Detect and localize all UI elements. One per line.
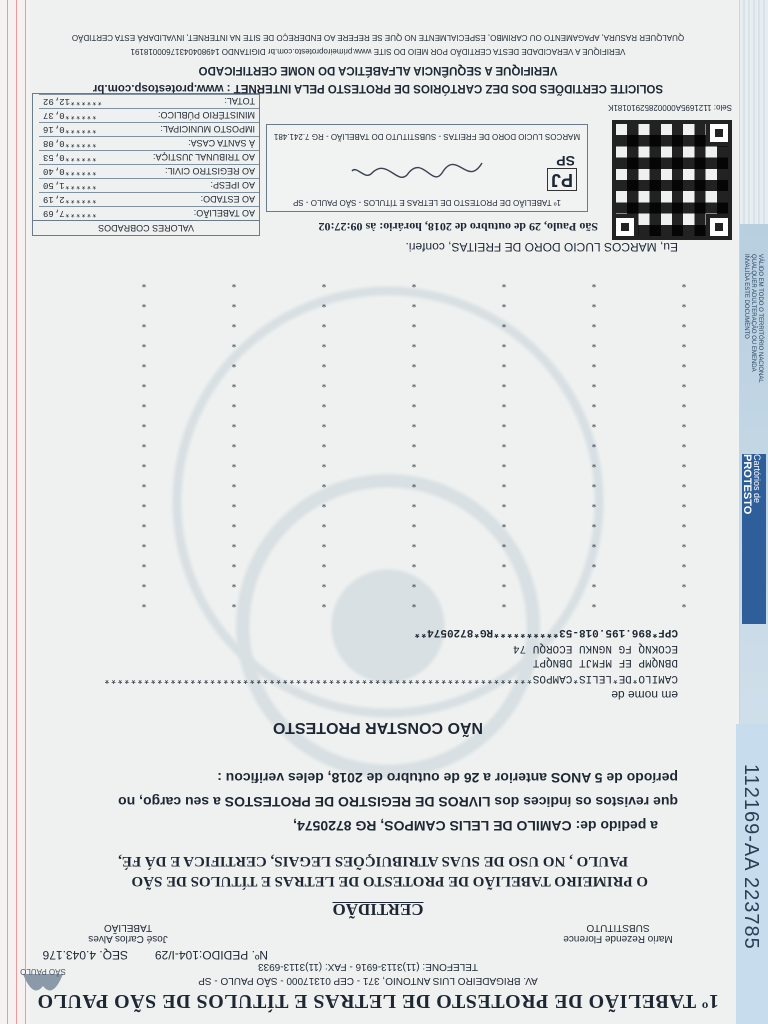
fee-row [39,179,259,193]
name-line: CAMILO*DE*LELIS*CAMPOS***************************************************************** [103,672,678,684]
fee-value: ******2,19 [39,193,123,207]
fee-label: AO TABELIÃO: [123,207,259,221]
seal-title: 1º TABELIÃO DE PROTESTO DE LETRAS E TÍTULOS - SÃO PAULO - SP [292,198,562,207]
fee-label: TOTAL: [123,95,259,109]
fee-row [39,151,259,165]
seal-signer: MARCOS LUCIO DORO DE FREITAS - SUBSTITUTO DO TABELIÃO - RG 7.241.481 [273,132,581,141]
star-column: * * * * * * * * * * * * * * * * * [501,279,507,609]
footer-verify-1: VERIFIQUE A VERACIDADE DESTA CERTIDÃO POR MEIO DO SITE www.primeiroprotesto.com.br DIGITANDO 14980404317600018191 [130,47,626,56]
fee-row [39,95,259,109]
qr-corner [612,214,638,240]
star-column: * * * * * * * * * * * * * * * * * [231,279,237,609]
sao-paulo-logo [18,964,68,1004]
code-line-2: ECOKNQ FG NGNKU ECORQU 74 [512,642,678,654]
badge-line3: VÁLIDO EM TODO O TERRITÓRIO NACIONAL [757,254,763,383]
fees-table [39,94,259,220]
header-address: AV. BRIGADEIRO LUIS ANTONIO, 371 - CEP 01317000 - SÃO PAULO - SP [198,975,538,986]
fee-label: À SANTA CASA: [123,137,259,151]
em-nome-de: em nome de [611,688,678,702]
fee-value: ******1,50 [39,179,123,193]
fee-row [39,207,259,221]
fee-value: ******0,37 [39,109,123,123]
badge-line5: INVALIDA ESTE DOCUMENTO [743,254,749,339]
star-column: * * * * * * * * * * * * * * * * * [141,279,147,609]
seal-state: SP [556,153,575,169]
fee-label: AO ESTADO: [123,193,259,207]
seal-initials: PJ [547,168,577,191]
signature [347,143,487,193]
logo-text: SÃO PAULO [20,967,66,976]
serial-number: 112169-AA 223785 [740,764,762,950]
fee-label: AO REGISTRO CIVIL: [123,165,259,179]
footer-verifique: VERIFIQUE A SEQUÊNCIA ALFABÉTICA DO NOME CERTIFICADO [198,64,558,76]
fee-row [39,137,259,151]
substituto-role: SUBSTITUTO [586,922,650,933]
substituto-block [518,922,718,944]
place-date: São Paulo, 29 de outubro de 2018, horário: às 09:27:02 [318,220,598,234]
fees-title: VALORES COBRADOS [33,220,259,235]
header-phone: TELEFONE: (11)3113-6916 - FAX: (11)3113-6933 [258,961,478,972]
fee-value: ******0,08 [39,137,123,151]
intro-line-2: PAULO , NO USO DE SUAS ATRIBUIÇÕES LEGAIS, CERTIFICA E DÁ FÉ, [118,853,628,869]
code-line-1: DBNQMP EF MFMJT DBNQPT [532,656,678,668]
conferente-line: Eu, MARCOS LUCIO DORO DE FREITAS, conferi. [405,240,678,254]
fee-row [39,123,259,137]
seq-number: SEQ. 4.043.176 [42,948,128,962]
qr-corner [706,120,732,146]
substituto-name: Mario Rezende Florence [563,933,673,944]
side-security-band [740,224,768,724]
tabeliao-name: José Carlos Alves [88,933,168,944]
security-border-right [0,0,30,1024]
fee-row [39,165,259,179]
qr-corner [706,214,732,240]
certidao-title: CERTIDÃO [332,900,424,919]
order-number: Nº. PEDIDO:104-I/29 [154,948,268,962]
badge-line2: PROTESTO [741,454,753,515]
notary-seal [266,124,588,212]
header-title: 1º TABELIÃO DE PROTESTO DE LETRAS E TÍTULOS DE SÃO PAULO [37,990,719,1012]
star-column: * * * * * * * * * * * * * * * * * [321,279,327,609]
star-column: * * * * * * * * * * * * * * * * * [411,279,417,609]
tabeliao-block [48,922,208,944]
side-validity-text [742,254,763,514]
request-line-1: a pedido de: CAMILO DE LELIS CAMPOS, RG 8720574, [293,818,658,834]
qr-code [608,116,732,240]
badge-line1: Cartórios de [752,454,762,504]
serial-band [736,724,768,1024]
selo-id: Selo: 1121695A00002852910181K [608,103,732,112]
fee-label: IMPOSTO MUNICIPAL: [123,123,259,137]
cpf-line: CPF*896.195.018-53**********RG*8720574** [413,626,678,638]
fee-value: ******7,69 [39,207,123,221]
fee-value: ******0,16 [39,123,123,137]
tabeliao-role: TABELIÃO [103,922,153,933]
fee-value: ******0,40 [39,165,123,179]
fees-box [32,93,260,236]
fee-value: ******12,92 [39,95,123,109]
result-text: NÃO CONSTAR PROTESTO [272,719,484,736]
fee-value: ******0,53 [39,151,123,165]
intro-line-1: O PRIMEIRO TABELIÃO DE PROTESTO DE LETRAS E TÍTULOS DE SÃO [131,873,648,889]
fee-row [39,193,259,207]
fee-label: MINISTÉRIO PÚBLICO: [123,109,259,123]
footer-solicite: SOLICITE CERTIDÕES DOS DEZ CARTÓRIOS DE PROTESTO PELA INTERNET : www.protestosp.com.br [92,82,664,94]
footer-verify-2: QUALQUER RASURA, APAGAMENTO OU CARIMBO, ESPECIALMENTE NO QUE SE REFERE AO ENDEREÇO DE SITE NA INTERNET, INVALIDARÁ ESTA CERTIDÃO [71,33,685,42]
fee-row [39,109,259,123]
fee-label: AO IPESP: [123,179,259,193]
badge-line4: QUALQUER ADULTERAÇÃO OU EMENDA [750,254,756,372]
fee-label: AO TRIBUNAL JUSTIÇA: [123,151,259,165]
request-line-2: que revistos os índices dos LIVROS DE REGISTRO DE PROTESTOS a seu cargo, no [118,794,678,810]
star-column: * * * * * * * * * * * * * * * * * [591,279,597,609]
star-column: * * * * * * * * * * * * * * * * * [681,279,687,609]
request-line-3: período de 5 ANOS anterior a 26 de outubro de 2018, deles verificou : [217,770,678,786]
